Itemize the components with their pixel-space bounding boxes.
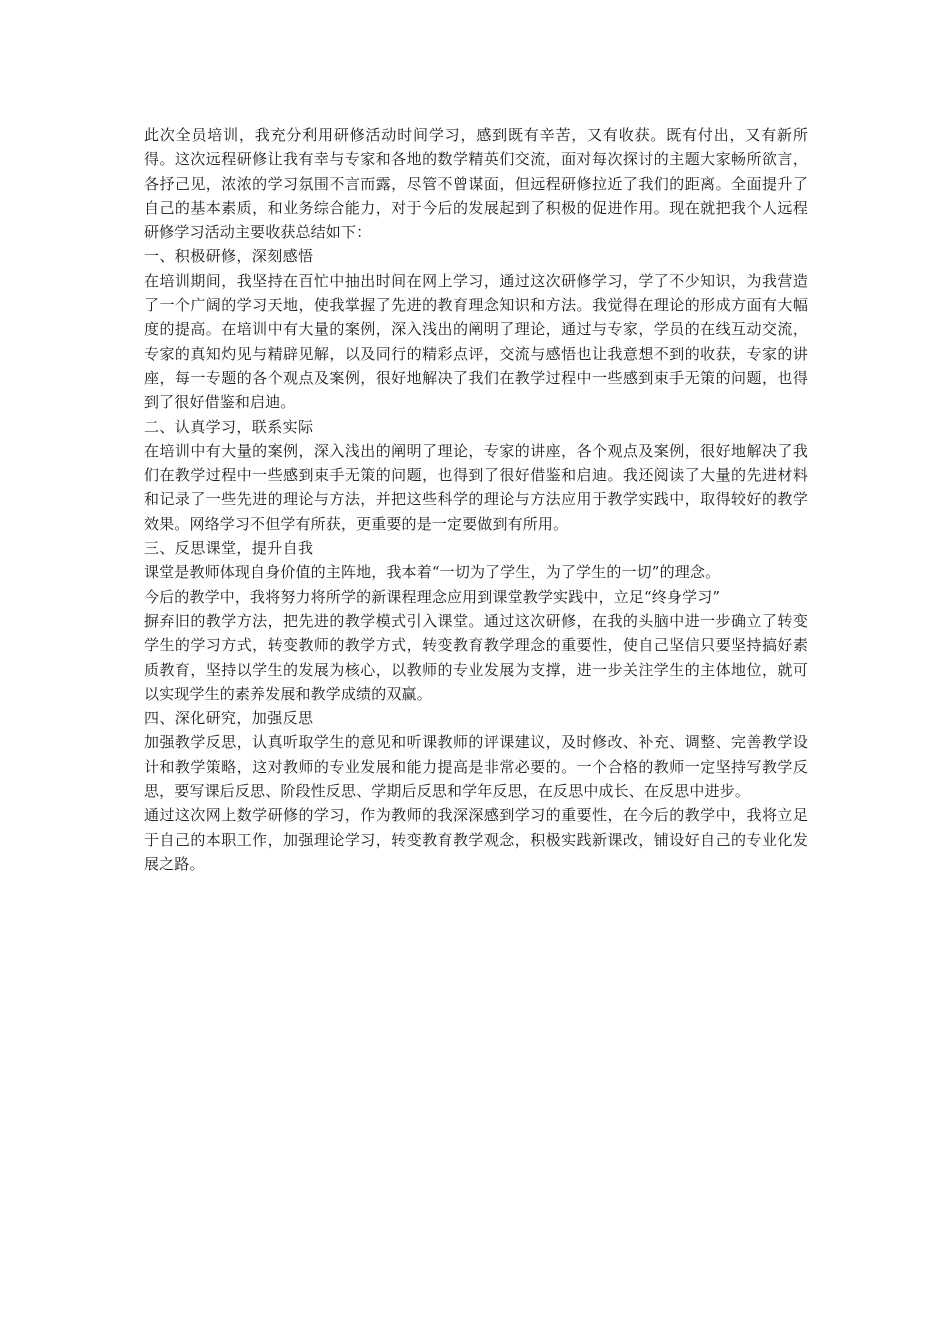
section-body-3-line-2: 今后的教学中，我将努力将所学的新课程理念应用到课堂教学实践中，立足“终身学习”: [144, 587, 721, 606]
section-heading-1: 一、积极研修，深刻感悟: [144, 247, 314, 266]
section-heading-4: 四、深化研究，加强反思: [144, 709, 314, 728]
section-heading-3: 三、反思课堂，提升自我: [144, 539, 314, 558]
document-body: [144, 123, 808, 876]
section-body-3-line-1: 课堂是教师体现自身价值的主阵地，我本着“一切为了学生，为了学生的一切”的理念。: [144, 563, 721, 582]
section-heading-2: 二、认真学习，联系实际: [144, 417, 314, 436]
section-body-1: 在培训期间，我坚持在百忙中抽出时间在网上学习，通过这次研修学习，学了不少知识，为我营造了一个广阔的学习天地，使我掌握了先进的教育理念知识和方法。我觉得在理论的形成方面有大幅度的提高。在培训中有大量的案例，深入浅出的阐明了理论，通过与专家，学员的在线互动交流，专家的真知灼见与精辟见解，以及同行的精彩点评，交流与感悟也让我意想不到的收获，专家的讲座，每一专题的各个观点及案例，很好地解决了我们在教学过程中一些感到束手无策的问题，也得到了很好借鉴和启迪。: [144, 271, 808, 412]
conclusion-paragraph: 通过这次网上数学研修的学习，作为教师的我深深感到学习的重要性，在今后的教学中，我将立足于自己的本职工作，加强理论学习，转变教育教学观念，积极实践新课改，铺设好自己的专业化发展之路。: [144, 806, 808, 873]
intro-paragraph: 此次全员培训，我充分利用研修活动时间学习，感到既有辛苦，又有收获。既有付出，又有新所得。这次远程研修让我有幸与专家和各地的数学精英们交流，面对每次探讨的主题大家畅所欲言，各抒己见，浓浓的学习氛围不言而露，尽管不曾谋面，但远程研修拉近了我们的距离。全面提升了自己的基本素质，和业务综合能力，对于今后的发展起到了积极的促进作用。现在就把我个人远程研修学习活动主要收获总结如下：: [144, 126, 808, 242]
section-body-2: 在培训中有大量的案例，深入浅出的阐明了理论，专家的讲座，各个观点及案例，很好地解决了我们在教学过程中一些感到束手无策的问题，也得到了很好借鉴和启迪。我还阅读了大量的先进材料和记录了一些先进的理论与方法，并把这些科学的理论与方法应用于教学实践中，取得较好的教学效果。网络学习不但学有所获，更重要的是一定要做到有所用。: [144, 441, 808, 533]
section-body-3-rest: 摒弃旧的教学方法，把先进的教学模式引入课堂。通过这次研修，在我的头脑中进一步确立了转变学生的学习方式，转变教师的教学方式，转变教育教学理念的重要性，使自己坚信只要坚持搞好素质教育，坚持以学生的发展为核心，以教师的专业发展为支撑，进一步关注学生的主体地位，就可以实现学生的素养发展和教学成绩的双赢。: [144, 611, 808, 703]
section-body-4: 加强教学反思，认真听取学生的意见和听课教师的评课建议，及时修改、补充、调整、完善教学设计和教学策略，这对教师的专业发展和能力提高是非常必要的。一个合格的教师一定坚持写教学反思，要写课后反思、阶段性反思、学期后反思和学年反思，在反思中成长、在反思中进步。: [144, 733, 808, 801]
